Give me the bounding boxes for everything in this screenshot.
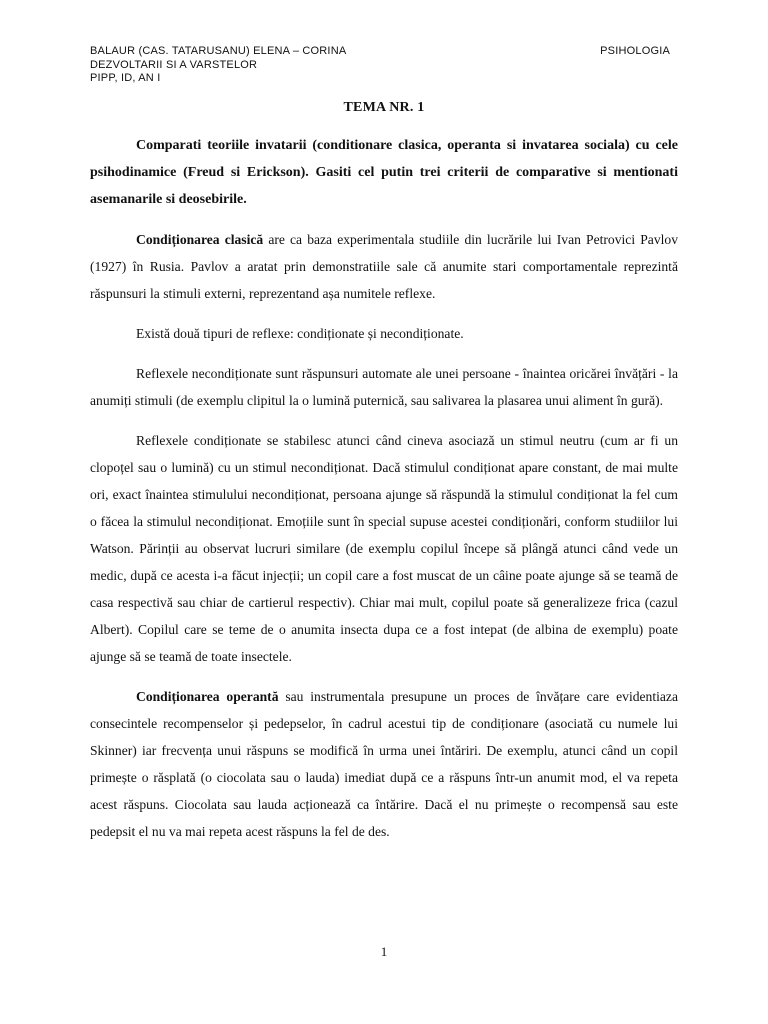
header-author: BALAUR (CAS. TATARUSANU) ELENA – CORINA [90, 45, 347, 57]
paragraph-unconditioned-reflexes: Reflexele necondiționate sunt răspunsuri automate ale unei persoane - înaintea oricărei învățări - la anumiți stimuli (de exemplu clipitul la o lumină puternică, sau salivarea la plasarea unui aliment în gură). [90, 366, 678, 408]
term-classical-conditioning: Condiționarea clasică [136, 232, 264, 247]
header-row [90, 45, 670, 59]
assignment-question: Comparati teoriile invatarii (conditionare clasica, operanta si invatarea sociala) cu cele psihodinamice (Freud si Erickson). Gasiti cel putin trei criterii de comparative si mentionati asemanarile si deosebirile. [90, 138, 678, 207]
paragraph-text: sau instrumentala presupune un proces de învățare care evidentiaza consecintele recompenselor și pedepselor, în cadrul acestui tip de condiționare (asociată cu numele lui Skinner) iar frecvența unui răspuns se modifică în urma unei întăriri. De exemplu, atunci când un copil primește o răsplată (o ciocolata sau o lauda) imediat după ce a răspuns într-un anumit mod, el va repeta acest răspuns. Ciocolata sau lauda acționează ca întărire. Dacă el nu primește o recompensă sau este pedepsit el nu va mai repeta acest răspuns la fel de des. [90, 689, 678, 839]
page-number: 1 [380, 944, 388, 959]
paragraph-reflex-types: Există două tipuri de reflexe: condiționate și necondiționate. [136, 326, 464, 341]
term-operant-conditioning: Condiționarea operantă [136, 689, 279, 704]
header-course-continued: DEZVOLTARII SI A VARSTELOR [90, 58, 258, 71]
paragraph-operant-conditioning [90, 683, 678, 845]
page-header [90, 45, 670, 86]
document-title: TEMA NR. 1 [343, 100, 425, 115]
header-program: PIPP, ID, AN I [90, 72, 161, 84]
paragraph-conditioned-reflexes: Reflexele condiționate se stabilesc atunci când cineva asociază un stimul neutru (cum ar fi un clopoțel sau o lumină) cu un stimul necondiționat. Dacă stimulul condiționat apare constant, de mai multe ori, exact înaintea stimulului necondiționat, persoana ajunge să răspundă la stimulul condiționat la fel cum o făcea la stimulul necondiționat. Emoțiile sunt în special supuse acestei condiționări, conform studiilor lui Watson. Părinții au observat lucruri similare (de exemplu copilul începe să plângă atunci când vede un medic, după ce acesta i-a făcut injecții; un copil care a fost muscat de un câine poate ajunge să se teamă de casa respectivă sau chiar de cartierul respectiv). Chiar mai mult, copilul poate să generalizeze frica (cazul Albert). Copilul care se teme de o anumita insecta dupa ce a fost intepat (de albina de exemplu) poate ajunge să se teamă de toate insectele. [90, 433, 678, 664]
paragraph-classical-conditioning [90, 226, 678, 307]
paragraph-text: are ca baza experimentala studiile din lucrările lui Ivan Petrovici Pavlov (1927) în Rusia. Pavlov a aratat prin demonstratiile sale că anumite stari comportamentale reprezintă răspunsuri la stimuli externi, reprezentand așa numitele reflexe. [90, 232, 678, 301]
document-body [90, 100, 678, 858]
header-course: PSIHOLOGIA [600, 45, 670, 57]
